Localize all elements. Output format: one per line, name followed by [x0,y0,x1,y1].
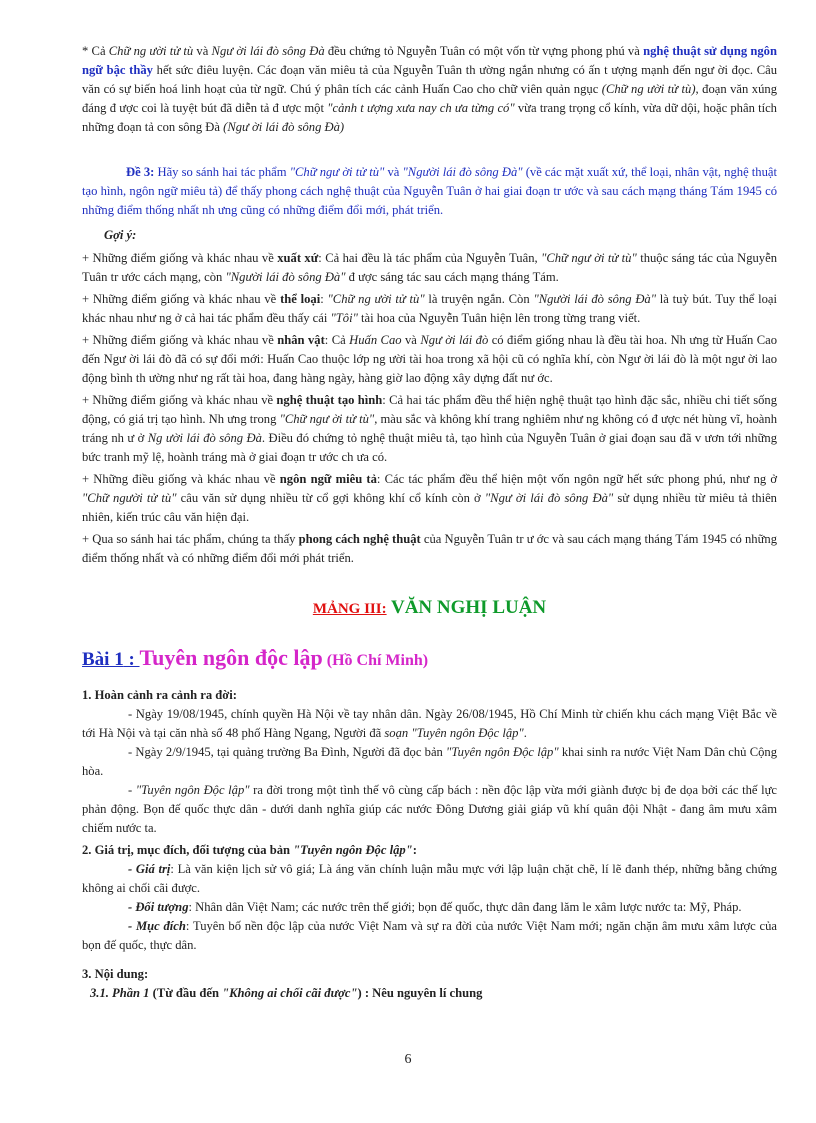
paragraph: - Ngày 19/08/1945, chính quyền Hà Nội về tay nhân dân. Ngày 26/08/1945, Hồ Chí Minh từ chiến khu cách mạng Việt Bắc về tới Hà Nội và tại căn nhà số 48 phố Hàng Ngang, Người đã soạn "Tuyên ngôn Độc lập". [82,707,777,740]
paragraph: - Đối tượng: Nhân dân Việt Nam; các nước trên thế giới; bọn đế quốc, thực dân đang lăm le xâm lược nước ta: Mỹ, Pháp. [128,900,742,914]
document-page [82,42,777,1003]
paragraph: - "Tuyên ngôn Độc lập" ra đời trong một tình thế vô cùng cấp bách : nền độc lập vừa mới giành được bị đe dọa bởi các thế lực phản động. Bọn đế quốc thực dân - dưới danh nghĩa giúp các nước Đông Dương giải giáp vũ khí quân đội Nhật - đang âm mưu xâm chiếm nước ta. [82,783,778,835]
page-number: 6 [404,1052,412,1067]
subsection-heading: 3.1. Phần 1 (Từ đầu đến "Không ai chối cãi được") : Nêu nguyên lí chung [90,986,483,1000]
list-item: + Những điểm giống và khác nhau về thể loại: "Chữ ng ười tử tù" là truyện ngắn. Còn "Người lái đò sông Đà" là tuỳ bút. Tuy thể loại khác nhau như ng ở cả hai tác phẩm đều thấy cái "Tôi" tài hoa của Nguyễn Tuân hiện lên trong từng trang viết. [82,292,777,325]
paragraph: - Ngày 2/9/1945, tại quảng trường Ba Đình, Người đã đọc bản "Tuyên ngôn Độc lập" khai sinh ra nước Việt Nam Dân chủ Cộng hòa. [82,745,777,778]
list-item: + Những điểm giống và khác nhau về nhân vật: Cả Huấn Cao và Ngư ời lái đò có điểm giống nhau là đều tài hoa. Nh ưng từ Huấn Cao đến Ngư ời lái đò đã có sự đổi mới: Huấn Cao thuộc lớp ng ười tài hoa trong xã hội cũ có nghĩa khí, còn Ngư ời lái đò là một ngư ời lao động bình th ường như ng rất tài hoa, đang hàng ngày, hàng giờ lao động xây dựng đất nư ớc. [82,333,777,385]
list-item: + Qua so sánh hai tác phẩm, chúng ta thấy phong cách nghệ thuật của Nguyễn Tuân tr ư ớc và sau cách mạng tháng Tám 1945 có những điểm thống nhất và có những điểm đổi mới phát triển. [82,532,778,565]
paragraph: - Giá trị: Là văn kiện lịch sử vô giá; Là áng văn chính luận mẫu mực với lập luận chặt chẽ, lí lẽ đanh thép, những bằng chứng không ai chối cãi được. [82,862,778,895]
lesson-heading: Bài 1 : Tuyên ngôn độc lập (Hồ Chí Minh) [82,645,429,670]
subheading-context: 1. Hoàn cảnh ra cảnh ra đời: [82,688,237,702]
hint-heading: Gợi ý: [104,228,137,242]
section-heading: MẢNG III: VĂN NGHỊ LUẬN [312,597,547,618]
list-item: + Những điều giống và khác nhau về ngôn ngữ miêu tả: Các tác phẩm đều thể hiện một vốn ngôn ngữ hết sức phong phú, như ng ở "Chữ người tử tù" câu văn sử dụng nhiều từ cổ gợi không khí cổ kính còn ở "Ngư ời lái đò sông Đà" sử dụng nhiều từ miêu tả thiên nhiên, kiến trúc câu văn hiện đại. [82,472,778,524]
subheading-value: 2. Giá trị, mục đích, đối tượng của bản "Tuyên ngôn Độc lập": [82,843,417,857]
exercise-prompt: Đề 3: Hãy so sánh hai tác phẩm "Chữ ngư ời tử tù" và "Người lái đò sông Đà" (về các mặt xuất xứ, thể loại, nhân vật, nghệ thuật tạo hình, ngôn ngữ miêu tả) để thấy phong cách nghệ thuật của Nguyễn Tuân ở hai giai đoạn tr ước và sau cách mạng tháng Tám 1945 có những điểm thống nhất nh ưng cũng có những điểm đổi mới, phát triển. [82,165,777,217]
list-item: + Những điểm giống và khác nhau về xuất xứ: Cả hai đều là tác phẩm của Nguyễn Tuân, "Chữ ngư ời tử tù" thuộc sáng tác của Nguyễn Tuân tr ước cách mạng, còn "Người lái đò sông Đà" đ ược sáng tác sau cách mạng tháng Tám. [82,251,777,284]
list-item: + Những điểm giống và khác nhau về nghệ thuật tạo hình: Cả hai tác phẩm đều thể hiện nghệ thuật tạo hình đặc sắc, nhiều chi tiết sống động, có giá trị tạo hình. Nh ưng trong "Chữ ngư ời tử tù", màu sắc và không khí trang nghiêm như ng không có đ ược nét hùng vĩ, hoành tráng nh ư ở Ng ười lái đò sông Đà. Điều đó chứng tỏ nghệ thuật miêu tả, tạo hình của Nguyễn Tuân ở giai đoạn sau đã v ươn tới những bức tranh mỹ lệ, hoành tráng mà ở giai đoạn tr ước ch ưa có. [82,393,777,464]
paragraph: - Mục đích: Tuyên bố nền độc lập của nước Việt Nam và sự ra đời của nước Việt Nam mới; ngăn chặn âm mưu xâm lược của bọn đế quốc, thực dân. [82,919,777,952]
subheading-content: 3. Nội dung: [82,967,149,981]
paragraph-style-summary: * Cả Chữ ng ười tử tù và Ngư ời lái đò sông Đà đều chứng tỏ Nguyễn Tuân có một vốn từ vựng phong phú và nghệ thuật sử dụng ngôn ngữ bậc thầy hết sức điêu luyện. Các đoạn văn miêu tả của Nguyễn Tuân th ường ngắn nhưng có ấn t ượng mạnh đến ngư ời đọc. Câu văn có sự biến hoá linh hoạt của từ ngữ. Chú ý phân tích các cảnh Huấn Cao cho chữ viên quản ngục (Chữ ng ười tử tù), đoạn văn xúng đáng đ ược coi là tuyệt bút đã diễn tả đ ược một "cảnh t ượng xưa nay ch ưa từng có" vừa trang trọng cổ kính, vừa dữ dội, hoặc phân tích những đoạn tả con sông Đà (Ngư ời lái đò sông Đà) [82,44,777,134]
